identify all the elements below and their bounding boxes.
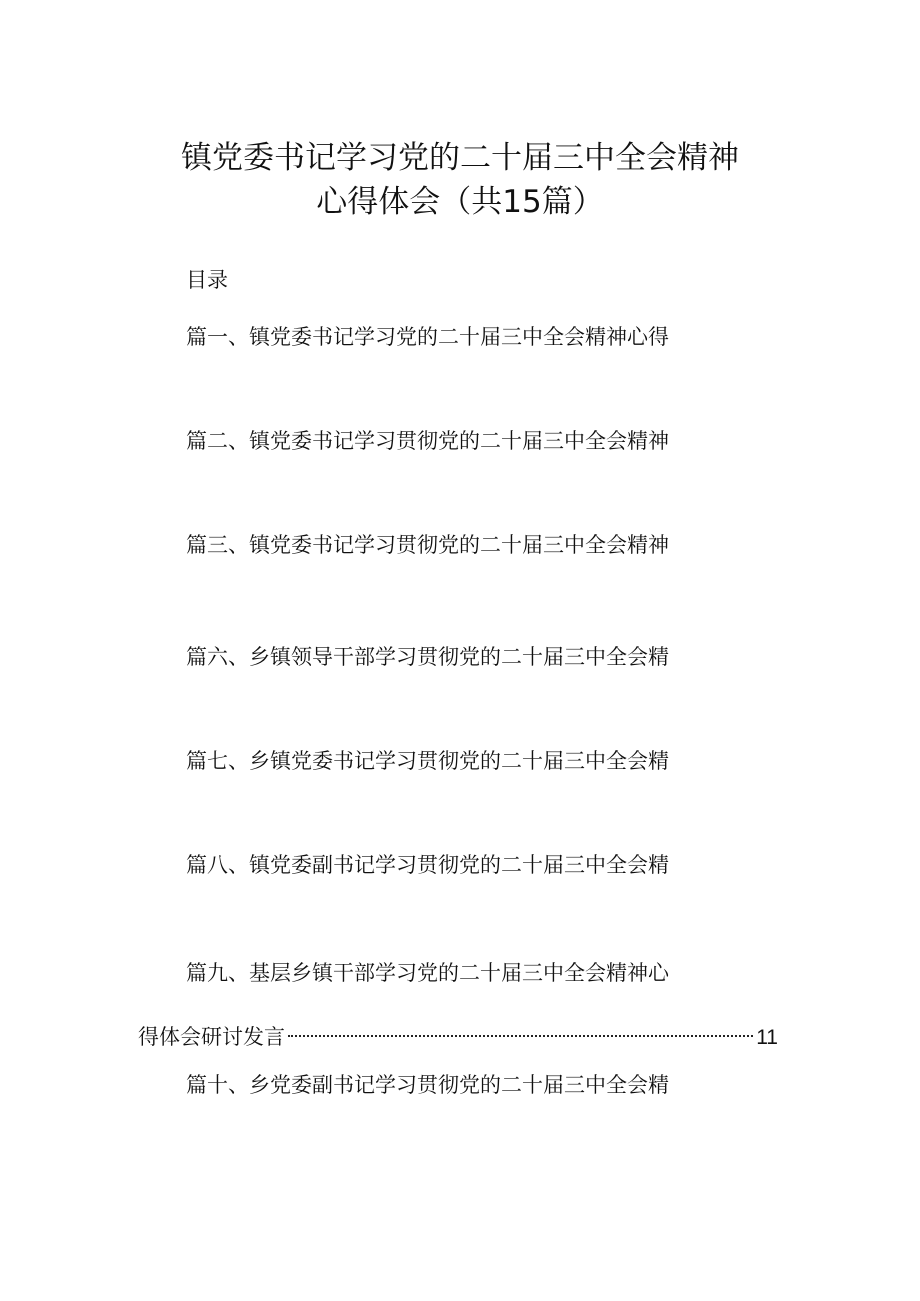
toc-item-9-continuation-text: 得体会研讨发言	[138, 1025, 285, 1049]
toc-item-6[interactable]: 篇六、乡镇领导干部学习贯彻党的二十届三中全会精	[186, 645, 669, 669]
toc-heading: 目录	[186, 268, 228, 292]
document-title-line2: 心得体会（共15篇）	[316, 184, 604, 220]
toc-item-10[interactable]: 篇十、乡党委副书记学习贯彻党的二十届三中全会精	[186, 1073, 669, 1097]
toc-item-9[interactable]: 篇九、基层乡镇干部学习党的二十届三中全会精神心	[186, 961, 669, 985]
toc-item-9-continuation[interactable]	[138, 1014, 778, 1049]
toc-item-3[interactable]: 篇三、镇党委书记学习贯彻党的二十届三中全会精神	[186, 533, 669, 557]
toc-dot-leader	[288, 1014, 753, 1044]
toc-item-9-page-number: 11	[756, 1026, 778, 1049]
document-title-line1: 镇党委书记学习党的二十届三中全会精神	[181, 140, 739, 176]
toc-item-8[interactable]: 篇八、镇党委副书记学习贯彻党的二十届三中全会精	[186, 853, 669, 877]
toc-item-1[interactable]: 篇一、镇党委书记学习党的二十届三中全会精神心得	[186, 325, 669, 349]
toc-item-2[interactable]: 篇二、镇党委书记学习贯彻党的二十届三中全会精神	[186, 429, 669, 453]
toc-item-7[interactable]: 篇七、乡镇党委书记学习贯彻党的二十届三中全会精	[186, 749, 669, 773]
